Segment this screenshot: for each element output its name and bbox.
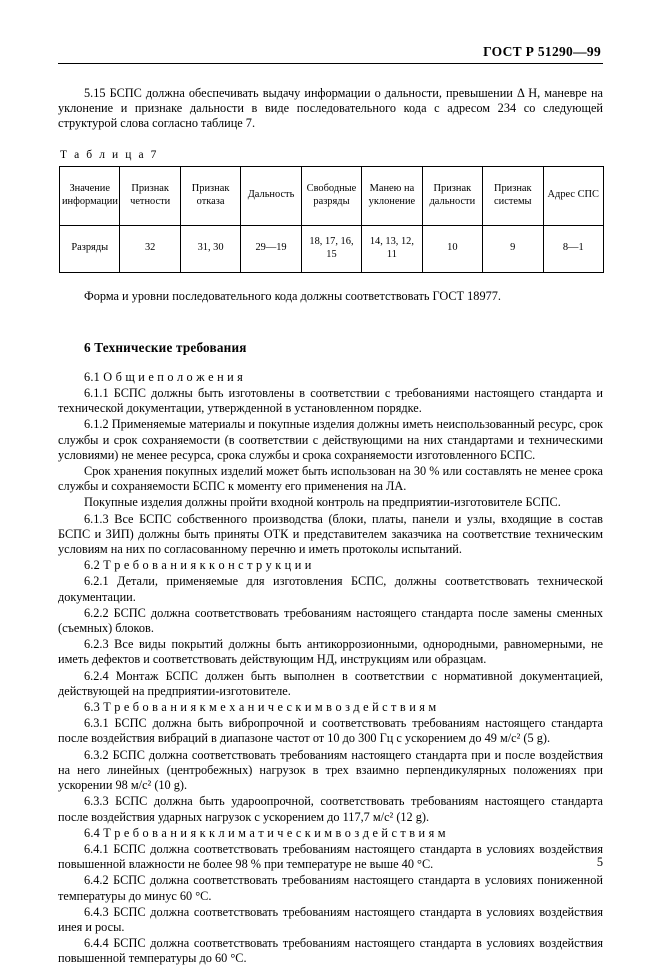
subsection-heading-6-4: 6.4 Т р е б о в а н и я к к л и м а т и ч е с к и м в о з д е й с т в и я м [84, 825, 446, 840]
paragraph-6-3-2: 6.3.2 БСПС должна соответствовать требованиям настоящего стандарта при и после воздействия на него линейных (центробежных) нагрузок в трех взаимно перпендикулярных положениях при ускорении 98 м/с² (10 g). [58, 747, 603, 793]
table-header-cell: Признак отказа [180, 166, 240, 225]
table-header-row [60, 166, 604, 225]
table-row [60, 225, 604, 272]
table-7 [59, 166, 604, 273]
table-cell: Разряды [60, 225, 120, 272]
paragraph-5-15: 5.15 БСПС должна обеспечивать выдачу информации о дальности, превышении Δ H, маневре на уклонение и признаке дальности в виде последовательного кода с адресом 234 со следующей структурой слова согласно таблице 7. [58, 86, 603, 131]
paragraph-6-4-1: 6.4.1 БСПС должна соответствовать требованиям настоящего стандарта в условиях воздействия повышенной влажности не более 98 % при температуре не выше 40 °С. [58, 841, 603, 872]
table-cell: 31, 30 [180, 225, 240, 272]
paragraph-6-1-3: 6.1.3 Все БСПС собственного производства (блоки, платы, панели и узлы, входящие в состав БСПС и ЗИП) должны быть приняты ОТК и представителем заказчика на соответствие техническим условиям на них по согласованному перечню и иметь протоколы испытаний. [58, 511, 603, 557]
table-header-cell: Манею на уклонение [362, 166, 422, 225]
table-cell: 9 [483, 225, 543, 272]
table-header-cell: Признак дальности [422, 166, 482, 225]
paragraph-6-4-4: 6.4.4 БСПС должна соответствовать требованиям настоящего стандарта в условиях воздействия повышенной температуры до 60 °С. [58, 936, 603, 966]
subsection-heading-6-2: 6.2 Т р е б о в а н и я к к о н с т р у к ц и и [84, 558, 312, 573]
table-header-cell: Признак четности [120, 166, 180, 225]
header-divider [58, 63, 603, 64]
table-header-cell: Дальность [241, 166, 301, 225]
paragraph-6-2-4: 6.2.4 Монтаж БСПС должен быть выполнен в соответствии с нормативной документацией, действующей на предприятии-изготовителе. [58, 668, 603, 698]
subsection-heading-6-1: 6.1 О б щ и е п о л о ж е н и я [84, 369, 244, 384]
subsection-heading-6-3: 6.3 Т р е б о в а н и я к м е х а н и ч е с к и м в о з д е й с т в и я м [84, 700, 437, 715]
table-cell: 29—19 [241, 225, 301, 272]
standard-number: ГОСТ Р 51290—99 [483, 44, 601, 59]
table-header-cell: Свободные разряды [301, 166, 361, 225]
paragraph-6-1-1: 6.1.1 БСПС должны быть изготовлены в соответствии с требованиями настоящего стандарта и технической документации, утвержденной в установленном порядке. [58, 386, 603, 416]
paragraph-6-1-2c: Покупные изделия должны пройти входной контроль на предприятии-изготовителе БСПС. [84, 495, 561, 510]
table-cell: 32 [120, 225, 180, 272]
table-cell: 18, 17, 16, 15 [301, 225, 361, 272]
section-heading-6: 6 Технические требования [84, 339, 247, 355]
paragraph-6-1-2b: Срок хранения покупных изделий может быть использован на 30 % или составлять не менее срока службы и сохраняемости БСПС к моменту его применения на ЛА. [58, 464, 603, 494]
paragraph-6-2-1: 6.2.1 Детали, применяемые для изготовления БСПС, должны соответствовать технической документации. [58, 574, 603, 604]
table-header-cell: Значение информации [60, 166, 120, 225]
paragraph-6-2-3: 6.2.3 Все виды покрытий должны быть антикоррозионными, однородными, равномерными, не иметь дефектов и соответствовать действующим НД, инструкциям или образцам. [58, 637, 603, 667]
paragraph-6-3-3: 6.3.3 БСПС должна быть удароопрочной, соответствовать требованиям настоящего стандарта после воздействия ударных нагрузок с ускорением до 117,7 м/с² (12 g). [58, 794, 603, 824]
paragraph-6-2-2: 6.2.2 БСПС должна соответствовать требованиям настоящего стандарта после замены сменных (съемных) блоков. [58, 605, 603, 636]
page-number: 5 [596, 855, 603, 869]
table-cell: 14, 13, 12, 11 [362, 225, 422, 272]
table-header-cell: Адрес СПС [543, 166, 604, 225]
table-cell: 10 [422, 225, 482, 272]
page-header [58, 0, 603, 60]
table-header-cell: Признак системы [483, 166, 543, 225]
paragraph-6-1-2: 6.1.2 Применяемые материалы и покупные изделия должны иметь неиспользованный ресурс, срок службы и срок сохраняемости (в соответствии с действующими на них стандартами и техническими условиями) не менее ресурса, срока службы и срока сохраняемости изготовленного БСПС. [58, 417, 603, 462]
paragraph-6-4-3: 6.4.3 БСПС должна соответствовать требованиям настоящего стандарта в условиях воздействия инея и росы. [58, 904, 603, 934]
paragraph-6-4-2: 6.4.2 БСПС должна соответствовать требованиям настоящего стандарта в условиях пониженной температуры до минус 60 °С. [58, 873, 603, 903]
table-caption: Т а б л и ц а 7 [60, 148, 159, 161]
table-cell: 8—1 [543, 225, 604, 272]
paragraph-after-table: Форма и уровни последовательного кода должны соответствовать ГОСТ 18977. [84, 288, 501, 303]
paragraph-6-3-1: 6.3.1 БСПС должна быть вибропрочной и соответствовать требованиям настоящего стандарта после воздействия вибраций в диапазоне частот от 10 до 300 Гц с ускорением до 49 м/с² (5 g). [58, 716, 603, 746]
